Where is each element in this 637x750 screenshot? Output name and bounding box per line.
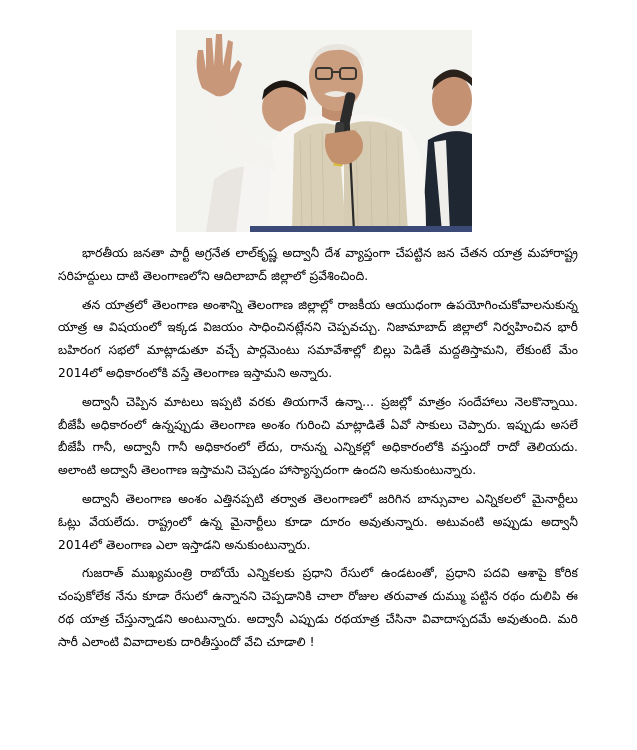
article-photo (176, 30, 472, 232)
article-paragraph-1: భారతీయ జనతా పార్టీ అగ్రనేత లాల్‌కృష్ణ అద్వానీ దేశ వ్యాప్తంగా చేపట్టిన జన చేతన యాత్ర మహారాష్ట్ర సరిహద్దులు దాటి తెలంగాణలోని ఆదిలాబాద్ జిల్లాలో ప్రవేశించింది. (58, 246, 578, 283)
article-body (58, 242, 578, 660)
article-paragraph-4: అద్వానీ తెలంగాణ అంశం ఎత్తినప్పటి తర్వాత తెలంగాణలో జరిగిన బాన్సువాల ఎన్నికలలో మైనార్టీలు ఓట్లు వేయలేదు. రాష్ట్రంలో ఉన్న మైనార్టీలు కూడా దూరం అవుతున్నారు. అటువంటి అప్పుడు అద్వానీ 2014లో తెలంగాణ ఎలా ఇస్తాడని అనుకుంటున్నారు. (58, 491, 578, 552)
speaker-photo-illustration (176, 30, 472, 232)
article-paragraph-2: తన యాత్రలో తెలంగాణ అంశాన్ని తెలంగాణ జిల్లాల్లో రాజకీయ ఆయుధంగా ఉపయోగించుకోవాలనుకున్న యాత్ర ఆ విషయంలో ఇక్కడ విజయం సాధించినట్లేనని చెప్పవచ్చు. నిజామాబాద్ జిల్లాలో నిర్వహించిన భారీ బహిరంగ సభలో మాట్లాడుతూ వచ్చే పార్లమెంటు సమావేశాల్లో బిల్లు పెడితే మద్దతిస్తామని, లేకుంటే మేం 2014లో అధికారంలోకి వస్తే తెలంగాణ ఇస్తామని అన్నారు. (58, 297, 578, 380)
article-paragraph-5: గుజరాత్ ముఖ్యమంత్రి రాబోయే ఎన్నికలకు ప్రధాని రేసులో ఉండటంతో, ప్రధాని పదవి ఆశాపై కోరిక చంపుకోలేక నేను కూడా రేసులో ఉన్నానని చెప్పడానికి చాలా రోజుల తరువాత దుమ్ము పట్టిన రథం దులిపి ఈ రథ యాత్ర చేస్తున్నాడని అంటున్నారు. అద్వానీ ఎప్పుడు రథయాత్ర చేసినా వివాదాస్పదమే అవుతుంది. మరి సారీ ఎలాంటి వివాదాలకు దారితీస్తుందో వేచి చూడాలి ! (58, 566, 578, 649)
article-paragraph-3: అద్వానీ చెప్పిన మాటలు ఇప్పటి వరకు తియగానే ఉన్నా... ప్రజల్లో మాత్రం సందేహాలు నెలకొన్నాయి. బీజేపీ అధికారంలో ఉన్నప్పుడు తెలంగాణ అంశం గురించి మాట్లాడితే ఏవో సాకులు చెప్పారు. ఇప్పుడు అసలే బీజేపీ గానీ, అద్వానీ గానీ అధికారంలో లేదు, రానున్న ఎన్నికల్లో అధికారంలోకి వస్తుందో రాదో తెలియదు. అలాంటి అద్వానీ తెలంగాణ ఇస్తామని చెప్పడం హాస్యాస్పదంగా ఉందని అనుకుంటున్నారు. (58, 394, 578, 478)
